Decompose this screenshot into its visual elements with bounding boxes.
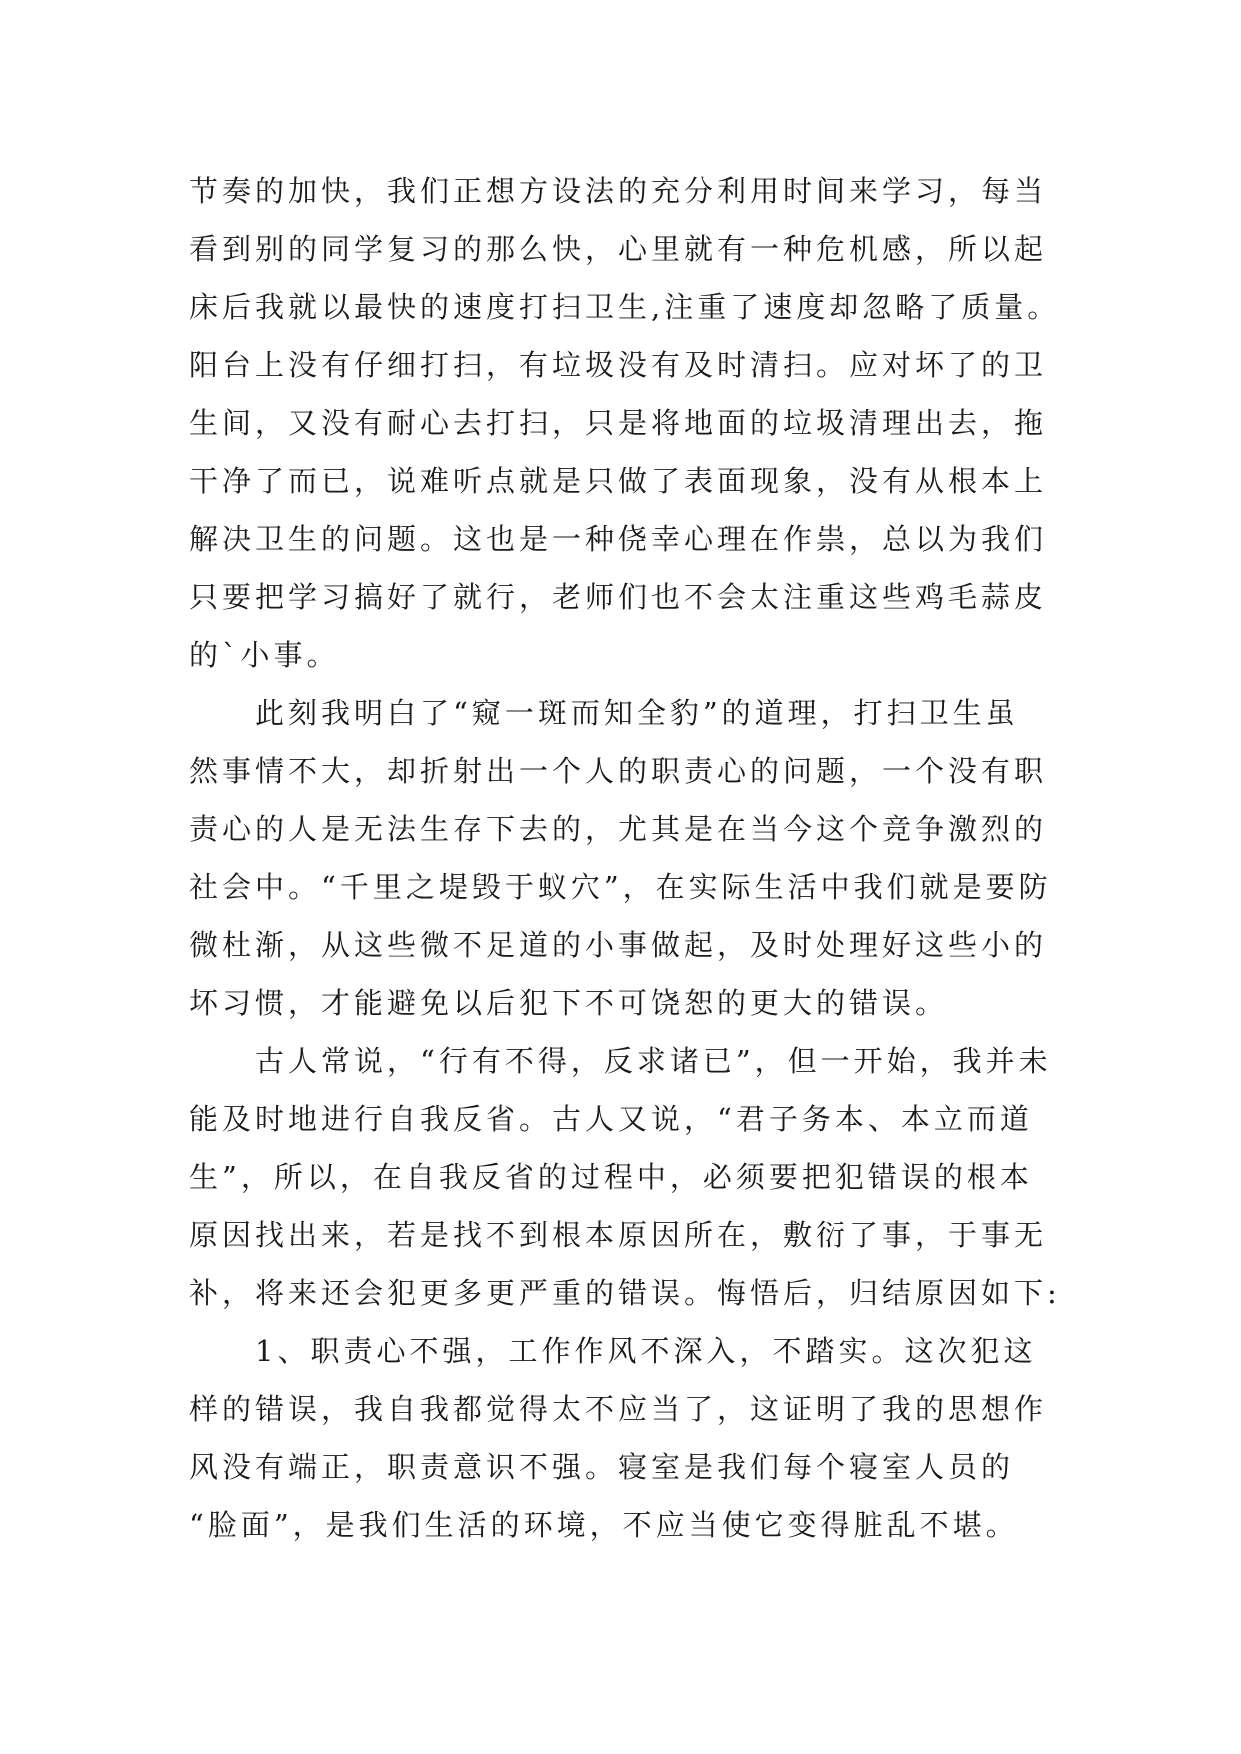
text-line: 责心的人是无法生存下去的，尤其是在当今这个竞争激烈的 <box>189 812 1048 846</box>
paragraph-start-line: 古人常说，“行有不得，反求诸已”，但一开始，我并未 <box>255 1044 1052 1078</box>
text-line: 能及时地进行自我反省。古人又说，“君子务本、本立而道 <box>189 1102 1033 1136</box>
text-line: 社会中。“千里之堤毁于蚁穴”，在实际生活中我们就是要防 <box>189 870 1052 904</box>
text-line: 解决卫生的问题。这也是一种侥幸心理在作祟，总以为我们 <box>189 522 1048 556</box>
paragraph-start-line: 此刻我明白了“窥一斑而知全豹”的道理，打扫卫生虽 <box>255 696 1019 730</box>
text-line: 然事情不大，却折射出一个人的职责心的问题，一个没有职 <box>189 754 1048 788</box>
body-text <box>189 162 1069 1554</box>
text-line: 风没有端正，职责意识不强。寝室是我们每个寝室人员的 <box>189 1450 1015 1484</box>
text-line: “脸面”，是我们生活的环境，不应当使它变得脏乱不堪。 <box>189 1508 1019 1542</box>
text-line: 看到别的同学复习的那么快，心里就有一种危机感，所以起 <box>189 232 1048 266</box>
paragraph-start-line: 1、职责心不强，工作作风不深入，不踏实。这次犯这 <box>255 1334 1037 1368</box>
text-line: 坏习惯，才能避免以后犯下不可饶恕的更大的错误。 <box>189 986 949 1020</box>
text-line: 微杜渐，从这些微不足道的小事做起，及时处理好这些小的 <box>189 928 1048 962</box>
text-line: 只要把学习搞好了就行，老师们也不会太注重这些鸡毛蒜皮 <box>189 580 1048 614</box>
text-line: 补，将来还会犯更多更严重的错误。悔悟后，归结原因如下: <box>189 1276 1061 1310</box>
text-line: 干净了而已，说难听点就是只做了表面现象，没有从根本上 <box>189 464 1048 498</box>
text-line: 原因找出来，若是找不到根本原因所在，敷衍了事，于事无 <box>189 1218 1048 1252</box>
text-line: 的`小事。 <box>189 638 340 672</box>
text-line: 生间，又没有耐心去打扫，只是将地面的垃圾清理出去，拖 <box>189 406 1048 440</box>
text-line: 床后我就以最快的速度打扫卫生,注重了速度却忽略了质量。 <box>189 290 1061 324</box>
text-line: 阳台上没有仔细打扫，有垃圾没有及时清扫。应对坏了的卫 <box>189 348 1048 382</box>
text-line: 生”，所以，在自我反省的过程中，必须要把犯错误的根本 <box>189 1160 1033 1194</box>
text-line: 样的错误，我自我都觉得太不应当了，这证明了我的思想作 <box>189 1392 1048 1426</box>
text-line: 节奏的加快，我们正想方设法的充分利用时间来学习，每当 <box>189 174 1048 208</box>
